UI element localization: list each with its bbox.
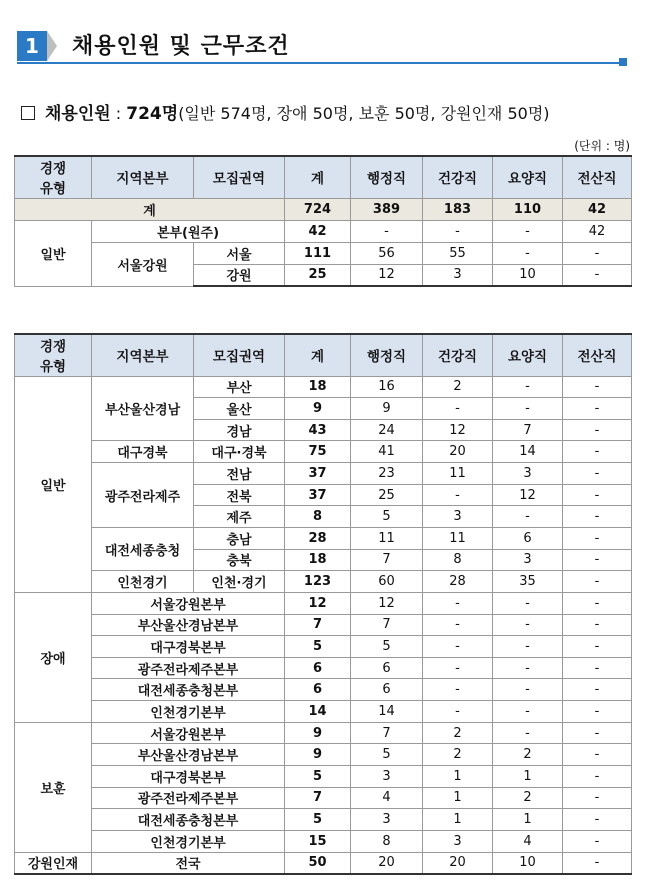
cell-it: - bbox=[563, 398, 632, 420]
table-row bbox=[15, 766, 632, 788]
cell-health: - bbox=[423, 398, 493, 420]
cell-care: - bbox=[493, 398, 563, 420]
area-name: 충남 bbox=[194, 527, 285, 549]
cell-it: - bbox=[563, 636, 632, 658]
table-row bbox=[15, 571, 632, 593]
cell-admin: 8 bbox=[351, 830, 423, 852]
cell-health: - bbox=[423, 679, 493, 701]
cell-health: 11 bbox=[423, 463, 493, 485]
cell-care: - bbox=[493, 242, 563, 264]
region-name: 대전세종충청본부 bbox=[92, 679, 285, 701]
cell-health: 3 bbox=[423, 506, 493, 528]
cell-health: 2 bbox=[423, 722, 493, 744]
table-row bbox=[15, 830, 632, 852]
cell-health: - bbox=[423, 701, 493, 723]
cell-it: - bbox=[563, 852, 632, 874]
cell-care: - bbox=[493, 657, 563, 679]
table-regions bbox=[14, 333, 632, 875]
area-name: 대구·경북 bbox=[194, 441, 285, 463]
cell-total: 12 bbox=[285, 592, 351, 614]
table-row bbox=[15, 376, 632, 398]
cell-admin: 6 bbox=[351, 657, 423, 679]
cell-total: 37 bbox=[285, 484, 351, 506]
area-name: 전남 bbox=[194, 463, 285, 485]
cell-admin: 12 bbox=[351, 592, 423, 614]
type-general: 일반 bbox=[15, 376, 92, 592]
area-name: 울산 bbox=[194, 398, 285, 420]
column-header-care: 요양직 bbox=[493, 156, 563, 198]
cell-care: 1 bbox=[493, 809, 563, 831]
cell-care: - bbox=[493, 636, 563, 658]
cell-care: 4 bbox=[493, 830, 563, 852]
section-header bbox=[17, 27, 629, 63]
badge-arrow-icon bbox=[47, 31, 57, 61]
cell-health: 2 bbox=[423, 376, 493, 398]
section-number-badge: 1 bbox=[17, 31, 47, 61]
column-header-care: 요양직 bbox=[493, 334, 563, 376]
cell-total: 7 bbox=[285, 614, 351, 636]
cell-admin: 11 bbox=[351, 527, 423, 549]
region-name: 부산울산경남 bbox=[92, 376, 194, 441]
table-row bbox=[15, 852, 632, 874]
cell-admin: 24 bbox=[351, 419, 423, 441]
region-name: 부산울산경남본부 bbox=[92, 614, 285, 636]
cell-total: 5 bbox=[285, 809, 351, 831]
cell-health: - bbox=[423, 614, 493, 636]
region-name: 대구경북본부 bbox=[92, 766, 285, 788]
area-name: 강원 bbox=[194, 264, 285, 286]
cell-it: - bbox=[563, 463, 632, 485]
cell-total: 75 bbox=[285, 441, 351, 463]
table-row bbox=[15, 527, 632, 549]
cell-admin: 60 bbox=[351, 571, 423, 593]
cell-admin: 7 bbox=[351, 614, 423, 636]
cell-admin: 5 bbox=[351, 506, 423, 528]
cell-health: - bbox=[423, 220, 493, 242]
cell-care: 12 bbox=[493, 484, 563, 506]
cell-admin: 14 bbox=[351, 701, 423, 723]
cell-it: - bbox=[563, 441, 632, 463]
underline-end-square-icon bbox=[619, 58, 627, 66]
table-row bbox=[15, 744, 632, 766]
area-name: 부산 bbox=[194, 376, 285, 398]
cell-total: 5 bbox=[285, 636, 351, 658]
cell-it: - bbox=[563, 614, 632, 636]
cell-admin: 23 bbox=[351, 463, 423, 485]
cell-care: 7 bbox=[493, 419, 563, 441]
table-row bbox=[15, 592, 632, 614]
cell-it: - bbox=[563, 527, 632, 549]
region-name: 서울강원본부 bbox=[92, 592, 285, 614]
table-row bbox=[15, 242, 632, 264]
section-title: 채용인원 및 근무조건 bbox=[72, 34, 290, 59]
cell-total: 111 bbox=[285, 242, 351, 264]
cell-health: 20 bbox=[423, 852, 493, 874]
column-header-admin: 행정직 bbox=[351, 334, 423, 376]
cell-care: - bbox=[493, 592, 563, 614]
column-header-region: 지역본부 bbox=[92, 156, 194, 198]
table-hq-seoul bbox=[14, 155, 632, 287]
column-header-total: 계 bbox=[285, 334, 351, 376]
region-name: 인천경기본부 bbox=[92, 701, 285, 723]
cell-care: 10 bbox=[493, 264, 563, 286]
cell-it: - bbox=[563, 571, 632, 593]
region-name: 인천경기 bbox=[92, 571, 194, 593]
cell-it: - bbox=[563, 744, 632, 766]
cell-admin: 9 bbox=[351, 398, 423, 420]
area-name: 경남 bbox=[194, 419, 285, 441]
cell-admin: 25 bbox=[351, 484, 423, 506]
cell-total: 18 bbox=[285, 376, 351, 398]
cell-total: 9 bbox=[285, 398, 351, 420]
cell-care: 35 bbox=[493, 571, 563, 593]
table-row bbox=[15, 679, 632, 701]
table-row bbox=[15, 722, 632, 744]
type-gangwon: 강원인재 bbox=[15, 852, 92, 874]
region-name: 광주전라제주본부 bbox=[92, 787, 285, 809]
table-row bbox=[15, 441, 632, 463]
cell-health: 12 bbox=[423, 419, 493, 441]
cell-total: 14 bbox=[285, 701, 351, 723]
cell-admin: 56 bbox=[351, 242, 423, 264]
region-name: 서울강원본부 bbox=[92, 722, 285, 744]
cell-health: - bbox=[423, 592, 493, 614]
cell-care: 10 bbox=[493, 852, 563, 874]
cell-total: 5 bbox=[285, 766, 351, 788]
region-name: 대구경북본부 bbox=[92, 636, 285, 658]
cell-total: 6 bbox=[285, 679, 351, 701]
table-row bbox=[15, 198, 632, 220]
cell-care: 2 bbox=[493, 744, 563, 766]
region-name: 서울강원 bbox=[92, 242, 194, 286]
table-row bbox=[15, 787, 632, 809]
column-header-type: 경쟁 유형 bbox=[15, 156, 92, 198]
cell-care: - bbox=[493, 722, 563, 744]
cell-admin: 5 bbox=[351, 636, 423, 658]
cell-it: - bbox=[563, 679, 632, 701]
region-name: 대전세종충청본부 bbox=[92, 809, 285, 831]
table-row bbox=[15, 220, 632, 242]
table-row bbox=[15, 701, 632, 723]
cell-care: 1 bbox=[493, 766, 563, 788]
column-header-admin: 행정직 bbox=[351, 156, 423, 198]
cell-it: 42 bbox=[563, 198, 632, 220]
cell-total: 6 bbox=[285, 657, 351, 679]
cell-health: 55 bbox=[423, 242, 493, 264]
cell-health: 11 bbox=[423, 527, 493, 549]
cell-it: - bbox=[563, 242, 632, 264]
area-name: 서울 bbox=[194, 242, 285, 264]
unit-label: (단위 : 명) bbox=[574, 139, 630, 153]
cell-admin: 41 bbox=[351, 441, 423, 463]
cell-health: 28 bbox=[423, 571, 493, 593]
cell-health: 2 bbox=[423, 744, 493, 766]
cell-total: 37 bbox=[285, 463, 351, 485]
cell-it: 42 bbox=[563, 220, 632, 242]
type-veterans: 보훈 bbox=[15, 722, 92, 852]
cell-total: 9 bbox=[285, 722, 351, 744]
cell-total: 28 bbox=[285, 527, 351, 549]
table-row bbox=[15, 657, 632, 679]
region-name: 광주전라제주 bbox=[92, 463, 194, 528]
cell-it: - bbox=[563, 701, 632, 723]
cell-admin: 12 bbox=[351, 264, 423, 286]
table-row bbox=[15, 614, 632, 636]
cell-admin: 7 bbox=[351, 722, 423, 744]
column-header-health: 건강직 bbox=[423, 156, 493, 198]
cell-admin: - bbox=[351, 220, 423, 242]
column-header-area: 모집권역 bbox=[194, 156, 285, 198]
region-hq: 본부(원주) bbox=[92, 220, 285, 242]
cell-health: 3 bbox=[423, 264, 493, 286]
area-name: 제주 bbox=[194, 506, 285, 528]
column-header-area: 모집권역 bbox=[194, 334, 285, 376]
column-header-type: 경쟁 유형 bbox=[15, 334, 92, 376]
cell-care: - bbox=[493, 220, 563, 242]
cell-total: 9 bbox=[285, 744, 351, 766]
cell-total: 43 bbox=[285, 419, 351, 441]
summary-total: 724명 bbox=[126, 104, 179, 124]
cell-care: 3 bbox=[493, 463, 563, 485]
cell-it: - bbox=[563, 830, 632, 852]
header-underline bbox=[17, 62, 619, 64]
cell-health: 183 bbox=[423, 198, 493, 220]
cell-admin: 3 bbox=[351, 766, 423, 788]
column-header-region: 지역본부 bbox=[92, 334, 194, 376]
total-label: 계 bbox=[15, 198, 285, 220]
cell-admin: 20 bbox=[351, 852, 423, 874]
cell-care: 14 bbox=[493, 441, 563, 463]
cell-care: 2 bbox=[493, 787, 563, 809]
summary-detail: (일반 574명, 장애 50명, 보훈 50명, 강원인재 50명) bbox=[178, 104, 550, 123]
cell-it: - bbox=[563, 766, 632, 788]
table-row bbox=[15, 463, 632, 485]
table-row bbox=[15, 809, 632, 831]
cell-care: - bbox=[493, 376, 563, 398]
cell-total: 25 bbox=[285, 264, 351, 286]
cell-it: - bbox=[563, 787, 632, 809]
cell-admin: 7 bbox=[351, 549, 423, 571]
cell-care: 110 bbox=[493, 198, 563, 220]
cell-total: 123 bbox=[285, 571, 351, 593]
column-header-total: 계 bbox=[285, 156, 351, 198]
cell-it: - bbox=[563, 657, 632, 679]
cell-total: 8 bbox=[285, 506, 351, 528]
cell-it: - bbox=[563, 376, 632, 398]
cell-it: - bbox=[563, 419, 632, 441]
checkbox-square-icon bbox=[21, 106, 35, 120]
region-name: 대구경북 bbox=[92, 441, 194, 463]
cell-health: 8 bbox=[423, 549, 493, 571]
cell-total: 50 bbox=[285, 852, 351, 874]
cell-health: - bbox=[423, 636, 493, 658]
area-name: 인천·경기 bbox=[194, 571, 285, 593]
cell-total: 42 bbox=[285, 220, 351, 242]
cell-health: 1 bbox=[423, 787, 493, 809]
cell-admin: 5 bbox=[351, 744, 423, 766]
cell-admin: 3 bbox=[351, 809, 423, 831]
area-name: 충북 bbox=[194, 549, 285, 571]
recruit-summary: 채용인원 : 724명(일반 574명, 장애 50명, 보훈 50명, 강원인재 50명) bbox=[21, 99, 550, 124]
cell-admin: 389 bbox=[351, 198, 423, 220]
cell-health: 1 bbox=[423, 809, 493, 831]
cell-care: - bbox=[493, 701, 563, 723]
cell-health: 1 bbox=[423, 766, 493, 788]
area-name: 전북 bbox=[194, 484, 285, 506]
summary-label: 채용인원 bbox=[45, 104, 111, 124]
region-name: 대전세종충청 bbox=[92, 527, 194, 570]
cell-health: - bbox=[423, 484, 493, 506]
cell-it: - bbox=[563, 809, 632, 831]
column-header-health: 건강직 bbox=[423, 334, 493, 376]
region-name: 광주전라제주본부 bbox=[92, 657, 285, 679]
cell-health: 20 bbox=[423, 441, 493, 463]
cell-total: 724 bbox=[285, 198, 351, 220]
table-row bbox=[15, 636, 632, 658]
cell-it: - bbox=[563, 484, 632, 506]
cell-it: - bbox=[563, 592, 632, 614]
cell-care: 3 bbox=[493, 549, 563, 571]
region-name: 전국 bbox=[92, 852, 285, 874]
cell-admin: 16 bbox=[351, 376, 423, 398]
cell-admin: 4 bbox=[351, 787, 423, 809]
column-header-it: 전산직 bbox=[563, 156, 632, 198]
cell-admin: 6 bbox=[351, 679, 423, 701]
type-general: 일반 bbox=[15, 220, 92, 286]
cell-it: - bbox=[563, 722, 632, 744]
cell-total: 7 bbox=[285, 787, 351, 809]
cell-care: 6 bbox=[493, 527, 563, 549]
cell-it: - bbox=[563, 549, 632, 571]
cell-health: - bbox=[423, 657, 493, 679]
cell-care: - bbox=[493, 506, 563, 528]
type-disabled: 장애 bbox=[15, 592, 92, 722]
cell-it: - bbox=[563, 264, 632, 286]
cell-total: 18 bbox=[285, 549, 351, 571]
region-name: 인천경기본부 bbox=[92, 830, 285, 852]
region-name: 부산울산경남본부 bbox=[92, 744, 285, 766]
cell-care: - bbox=[493, 679, 563, 701]
column-header-it: 전산직 bbox=[563, 334, 632, 376]
cell-care: - bbox=[493, 614, 563, 636]
cell-total: 15 bbox=[285, 830, 351, 852]
cell-health: 3 bbox=[423, 830, 493, 852]
cell-it: - bbox=[563, 506, 632, 528]
